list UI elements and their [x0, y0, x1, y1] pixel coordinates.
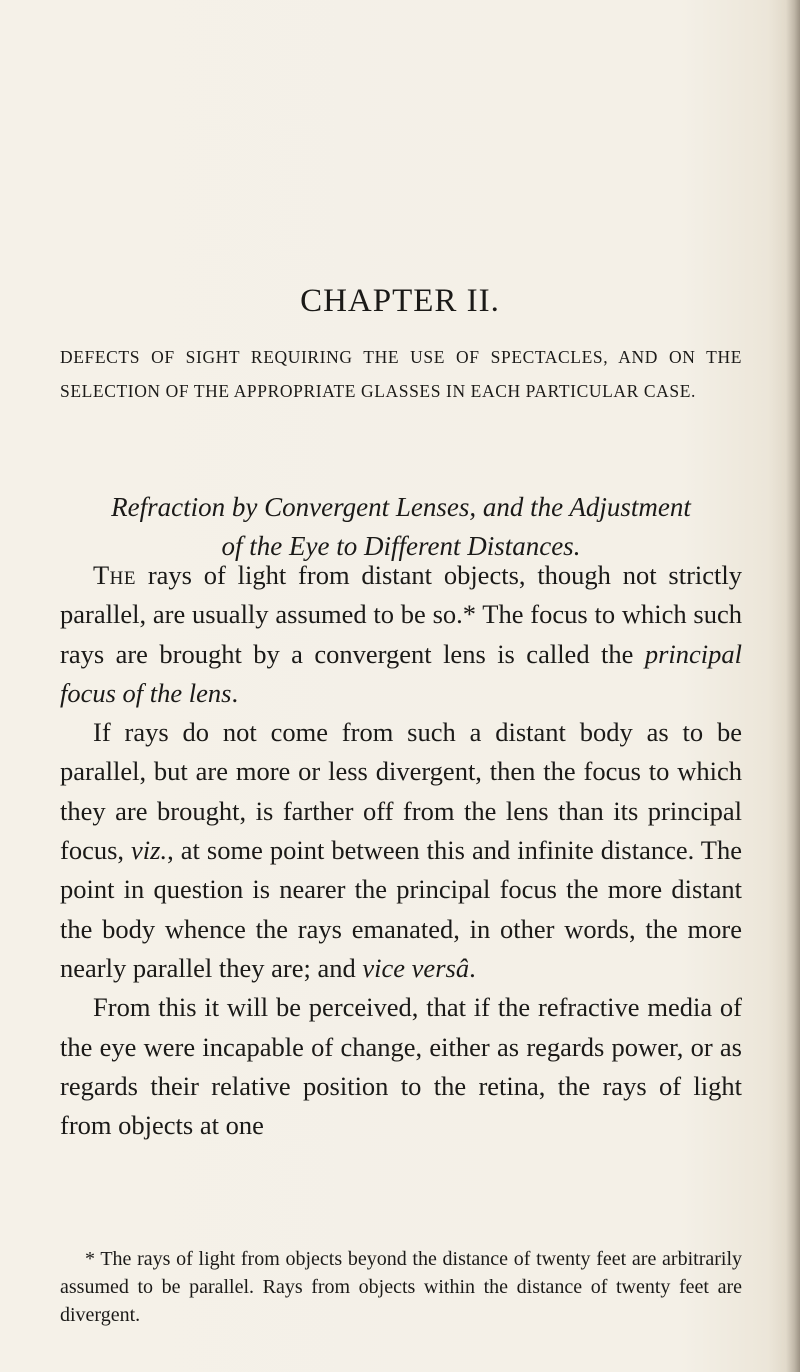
section-heading-line-1: Refraction by Convergent Lenses, and the Adjustment	[111, 492, 691, 522]
paragraph-2-italic-1: viz.	[131, 835, 168, 866]
paragraph-3-text: From this it will be perceived, that if the refractive media of the eye were incapable of change, either as regards power, or as regards their relative position to the retina, the rays of light from objects at one	[60, 992, 742, 1141]
paragraph-1-text: rays of light from distant objects, though not strictly parallel, are usually assumed to be so.* The focus to which such rays are brought by a convergent lens is called the	[60, 560, 742, 669]
section-heading-line-2: of the Eye to Different Distances.	[221, 531, 581, 561]
chapter-subtitle: DEFECTS OF SIGHT REQUIRING THE USE OF SPECTACLES, AND ON THE SELECTION OF THE APPROPRIATE GLASSES IN EACH PARTICULAR CASE.	[60, 347, 742, 401]
paragraph-2-text-2: , at some point between this and infinite distance. The point in question is nearer the principal focus the more distant the body whence the rays emanated, in other words, the more nearly parallel they are; and	[60, 835, 742, 983]
body-text	[60, 556, 742, 1145]
paragraph-1-lead: The	[93, 560, 137, 590]
paragraph-2-text-1: If rays do not come from such a distant body as to be parallel, but are more or less divergent, then the focus to which they are brought, is farther off from the lens than its principal focus,	[60, 717, 742, 866]
paragraph-1	[60, 556, 742, 713]
paragraph-1-end: .	[231, 677, 239, 708]
paragraph-2	[60, 713, 742, 988]
section-heading	[60, 488, 742, 566]
paragraph-2-italic-2: vice versâ	[362, 952, 470, 983]
footnote: * The rays of light from objects beyond the distance of twenty feet are arbitrarily assumed to be parallel. Rays from objects within the distance of twenty feet are divergent.	[60, 1248, 742, 1326]
chapter-title: CHAPTER II.	[300, 283, 500, 319]
paragraph-2-end: .	[469, 952, 476, 983]
page-edge-shadow	[786, 0, 800, 1372]
paragraph-3	[60, 988, 742, 1145]
paragraph-1-italic: principal focus of the lens	[60, 638, 742, 708]
